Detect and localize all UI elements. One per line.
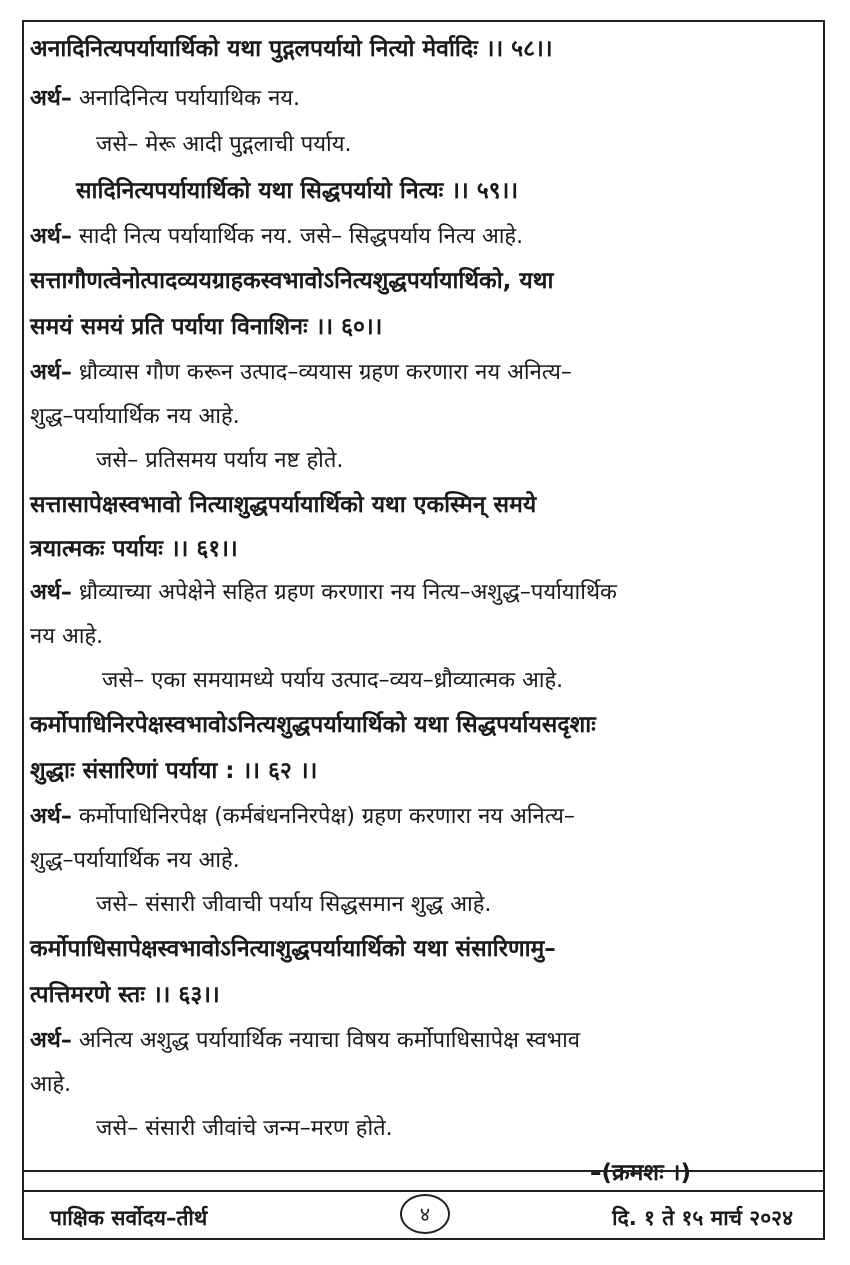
arth-label: अर्थ– — [30, 360, 72, 385]
issue-date: दि. १ ते १५ मार्च २०२४ — [612, 1206, 793, 1230]
sutra-59: सादिनित्यपर्यायार्थिको यथा सिद्धपर्यायो नित्यः ।। ५९।। — [76, 178, 519, 204]
example-61: जसे– एका समयामध्ये पर्याय उत्पाद–व्यय–ध्रौव्यात्मक आहे. — [102, 668, 564, 693]
sutra-63-line-2: त्पत्तिमरणे स्तः ।। ६३।। — [30, 982, 220, 1008]
arth-62-line-2: शुद्ध–पर्यायार्थिक नय आहे. — [30, 848, 240, 873]
arth-59 — [30, 222, 523, 252]
page-footer — [22, 1190, 825, 1240]
arth-text: ध्रौव्यास गौण करून उत्पाद–व्ययास ग्रहण करणारा नय अनित्य– — [71, 360, 572, 385]
sutra-60-line-1: सत्तागौणत्वेनोत्पादव्ययग्राहकस्वभावोऽनित्यशुद्धपर्यायार्थिको, यथा — [30, 268, 554, 294]
arth-text: अनादिनित्य पर्यायाथिक नय. — [71, 86, 301, 111]
sutra-61-line-2: त्रयात्मकः पर्यायः ।। ६१।। — [30, 536, 238, 562]
arth-61-line-2: नय आहे. — [30, 624, 104, 649]
arth-label: अर्थ– — [30, 224, 72, 249]
publication-name: पाक्षिक सर्वोदय–तीर्थ — [50, 1206, 208, 1230]
sutra-58: अनादिनित्यपर्यायार्थिको यथा पुद्गलपर्यायो नित्यो मेर्वादिः ।। ५८।। — [30, 36, 553, 62]
arth-label: अर्थ– — [30, 580, 72, 605]
arth-60-line-1 — [30, 358, 572, 388]
arth-62-line-1 — [30, 802, 575, 832]
arth-text: सादी नित्य पर्यायार्थिक नय. जसे– सिद्धपर्याय नित्य आहे. — [71, 224, 524, 249]
sutra-63-line-1: कर्मोपाधिसापेक्षस्वभावोऽनित्याशुद्धपर्यायार्थिको यथा संसारिणामु– — [30, 936, 556, 962]
arth-58 — [30, 84, 300, 114]
example-58: जसे– मेरू आदी पुद्गलाची पर्याय. — [96, 132, 352, 157]
example-62: जसे– संसारी जीवाची पर्याय सिद्धसमान शुद्ध आहे. — [96, 892, 492, 917]
continued-note: –(क्रमशः ।) — [590, 1160, 691, 1186]
example-60: जसे– प्रतिसमय पर्याय नष्ट होते. — [96, 448, 344, 473]
arth-61-line-1 — [30, 578, 617, 608]
arth-label: अर्थ– — [30, 804, 72, 829]
arth-63-line-1 — [30, 1026, 580, 1056]
sutra-62-line-2: शुद्धाः संसारिणां पर्याया : ।। ६२ ।। — [30, 758, 318, 784]
arth-text: अनित्य अशुद्ध पर्यायार्थिक नयाचा विषय कर्मोपाधिसापेक्ष स्वभाव — [71, 1028, 581, 1053]
arth-label: अर्थ– — [30, 1028, 72, 1053]
sutra-62-line-1: कर्मोपाधिनिरपेक्षस्वभावोऽनित्यशुद्धपर्यायार्थिको यथा सिद्धपर्यायसदृशाः — [30, 712, 596, 738]
sutra-61-line-1: सत्तासापेक्षस्वभावो नित्याशुद्धपर्यायार्थिको यथा एकस्मिन् समये — [30, 492, 537, 518]
footer-divider — [22, 1170, 825, 1172]
page-number: ४ — [400, 1194, 450, 1234]
arth-63-line-2: आहे. — [30, 1072, 72, 1097]
example-63: जसे– संसारी जीवांचे जन्म–मरण होते. — [96, 1116, 393, 1141]
arth-text: कर्मोपाधिनिरपेक्ष (कर्मबंधननिरपेक्ष) ग्रहण करणारा नय अनित्य– — [71, 804, 575, 829]
arth-text: ध्रौव्याच्या अपेक्षेने सहित ग्रहण करणारा नय नित्य–अशुद्ध–पर्यायार्थिक — [71, 580, 617, 605]
arth-60-line-2: शुद्ध–पर्यायार्थिक नय आहे. — [30, 404, 240, 429]
arth-label: अर्थ– — [30, 86, 72, 111]
sutra-60-line-2: समयं समयं प्रति पर्याया विनाशिनः ।। ६०।। — [30, 314, 383, 340]
